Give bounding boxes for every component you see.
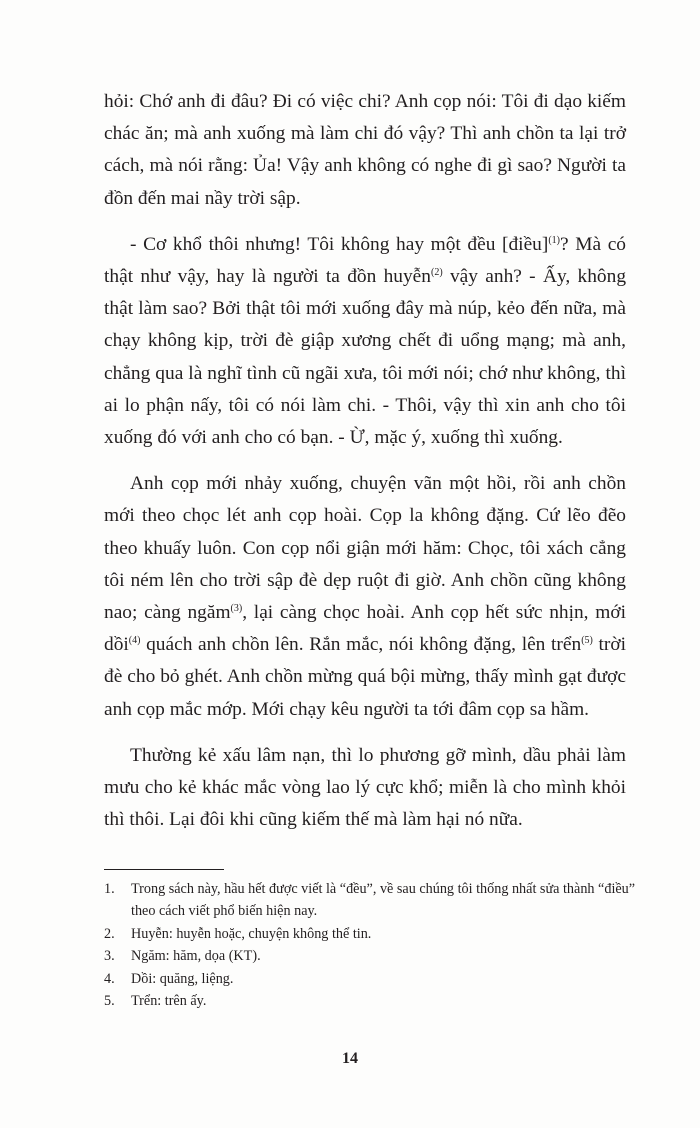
footnote-item — [104, 878, 636, 923]
footnote-ref-1[interactable]: (1) — [548, 234, 560, 246]
footnote-number: 4. — [104, 970, 115, 987]
paragraph-3 — [104, 468, 626, 726]
footnote-text: Trong sách này, hầu hết được viết là “đều”, về sau chúng tôi thống nhất sửa thành “điều” theo cách viết phổ biến hiện nay. — [131, 881, 636, 920]
footnote-ref-4[interactable]: (4) — [128, 635, 141, 647]
footnote-number: 2. — [104, 925, 115, 942]
paragraph-3-text-3: quách anh chồn lên. Rắn mắc, nói không đặng, lên trển — [140, 634, 582, 656]
paragraph-2-text-3: vậy anh? - Ấy, không thật làm sao? Bởi thật tôi mới xuống đây mà núp, kẻo đến nữa, mà chạy không kịp, trời đè giập xương chết đi uổng mạng; mà anh, chẳng qua là nghĩ tình cũ ngãi xưa, tôi mới nói; chớ như không, thì ai lo phận nấy, tôi có nói làm chi. - Thôi, vậy thì xin anh cho tôi xuống đó với anh cho có bạn. - Ừ, mặc ý, xuống thì xuống. — [104, 266, 627, 449]
paragraph-2 — [104, 229, 626, 454]
paragraph-2-text-1: - Cơ khổ thôi nhưng! Tôi không hay một đều [điều] — [130, 233, 549, 255]
footnote-text: Dồi: quăng, liệng. — [131, 970, 234, 987]
paragraph-3-text-4: trời đè cho bỏ ghét. Anh chồn mừng quá bội mừng, thấy mình gạt được anh cọp mắc mớp. Mới chạy kêu người ta tới đâm cọp sa hầm. — [104, 634, 626, 720]
paragraph-3-text-2: , lại càng chọc hoài. Anh cọp hết sức nhịn, mới dồi — [104, 602, 626, 656]
paragraph-2-text-2: ? Mà có thật như vậy, hay là người ta đồn huyễn — [104, 233, 626, 288]
footnote-item — [104, 923, 636, 945]
footnote-divider — [104, 869, 224, 870]
footnote-number: 5. — [104, 993, 115, 1010]
footnote-item — [104, 968, 636, 990]
footnote-item — [104, 945, 636, 967]
footnote-ref-5[interactable]: (5) — [581, 635, 593, 647]
footnote-ref-2[interactable]: (2) — [431, 267, 443, 279]
footnote-item — [104, 990, 636, 1012]
main-text — [104, 86, 626, 850]
page-number: 14 — [342, 1050, 358, 1067]
footnote-list — [104, 878, 636, 1012]
footnote-number: 3. — [104, 948, 115, 965]
footnote-text: Huyễn: huyễn hoặc, chuyện không thể tin. — [131, 925, 372, 942]
footnote-ref-3[interactable]: (3) — [230, 603, 243, 615]
footnote-text: Ngăm: hăm, dọa (KT). — [131, 948, 261, 965]
footnote-text: Trển: trên ấy. — [131, 993, 207, 1010]
paragraph-3-text-1: Anh cọp mới nhảy xuống, chuyện vãn một hồi, rồi anh chồn mới theo chọc lét anh cọp hoài. Cọp la không đặng. Cứ lẽo đẽo theo khuấy luôn. Con cọp nổi giận mới hăm: Chọc, tôi xách cẳng tôi ném lên cho trời sập đè dẹp ruột đi giờ. Anh chồn cũng không nao; càng ngăm — [104, 473, 626, 624]
footnote-number: 1. — [104, 881, 115, 897]
paragraph-4: Thường kẻ xấu lâm nạn, thì lo phương gỡ mình, dầu phải làm mưu cho kẻ khác mắc vòng lao lý cực khổ; miễn là cho mình khỏi thì thôi. Lại đôi khi cũng kiếm thế mà làm hại nó nữa. — [104, 744, 626, 831]
paragraph-1: hỏi: Chớ anh đi đâu? Đi có việc chi? Anh cọp nói: Tôi đi dạo kiếm chác ăn; mà anh xuống mà làm chi đó vậy? Thì anh chồn ta lại trở cách, mà nói rằng: Ủa! Vậy anh không có nghe đi gì sao? Người ta đồn đến mai nầy trời sập. — [104, 91, 626, 209]
